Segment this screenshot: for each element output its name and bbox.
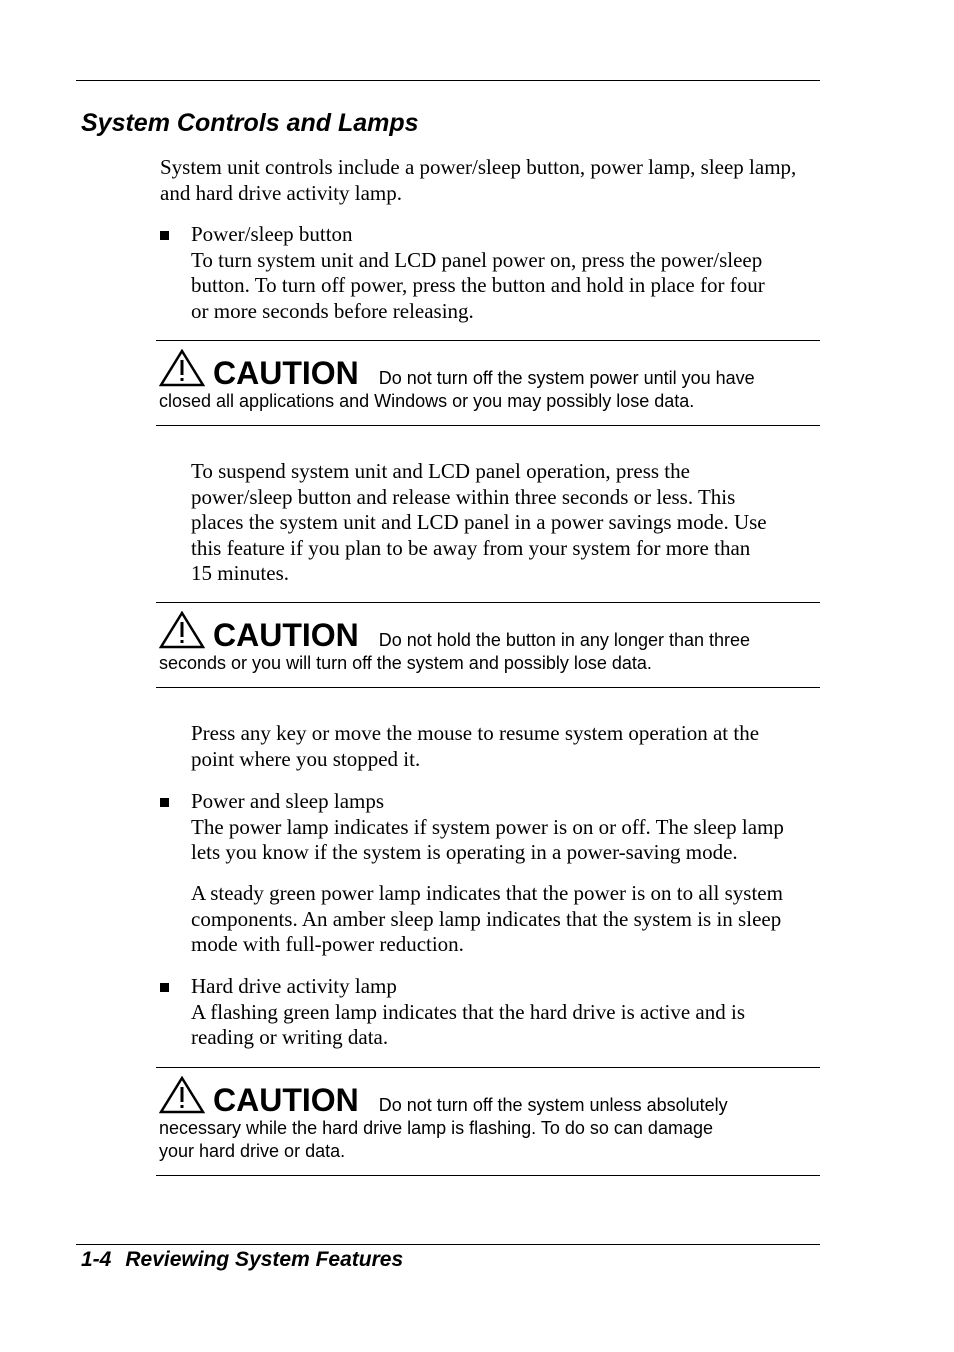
list-item-line: lets you know if the system is operating in a power-saving mode.: [191, 840, 738, 864]
caution-content: [159, 611, 809, 675]
caution-first-line: [159, 1076, 809, 1117]
intro-paragraph: [160, 155, 800, 206]
caution-text: seconds or you will turn off the system and possibly lose data.: [159, 653, 652, 673]
caution-text: Do not hold the button in any longer than three: [378, 630, 751, 650]
caution-content: [159, 1076, 809, 1163]
list-item: [191, 974, 821, 1051]
list-item: [191, 789, 831, 866]
caution-label: CAUTION: [213, 1082, 359, 1118]
paragraph-line: point where you stopped it.: [191, 746, 421, 771]
list-item-line: or more seconds before releasing.: [191, 298, 474, 323]
caution-text: Do not turn off the system unless absolutely: [378, 1095, 728, 1115]
top-rule: [76, 80, 820, 81]
list-item-line: To turn system unit and LCD panel power on, press the power/sleep: [191, 247, 763, 272]
caution-notice: [156, 1067, 820, 1176]
caution-text: necessary while the hard drive lamp is flashing. To do so can damage: [159, 1118, 713, 1138]
section-heading: System Controls and Lamps: [81, 109, 419, 137]
paragraph-line: To suspend system unit and LCD panel operation, press the: [191, 459, 690, 483]
intro-text: System unit controls include a power/sleep button, power lamp, sleep lamp, and hard drive activity lamp.: [160, 155, 797, 205]
chapter-title: Reviewing System Features: [125, 1248, 404, 1271]
list-item: [191, 222, 821, 324]
paragraph-line: A steady green power lamp indicates that the power is on to all system: [191, 881, 783, 905]
paragraph-line: this feature if you plan to be away from your system for more than: [191, 535, 751, 560]
square-bullet-icon: [160, 798, 169, 807]
paragraph-line: components. An amber sleep lamp indicates that the system is in sleep: [191, 906, 782, 931]
caution-content: [159, 349, 809, 413]
paragraph-line: Press any key or move the mouse to resume system operation at the: [191, 721, 760, 745]
caution-text: your hard drive or data.: [159, 1141, 346, 1161]
footer-rule: [76, 1244, 820, 1245]
caution-first-line: [159, 349, 809, 390]
caution-first-line: [159, 611, 809, 652]
list-item-label: Power/sleep button: [191, 222, 353, 246]
paragraph-line: mode with full-power reduction.: [191, 932, 464, 956]
caution-text: Do not turn off the system power until you have: [378, 368, 755, 388]
caution-notice: [156, 602, 820, 688]
list-item-line: reading or writing data.: [191, 1025, 389, 1049]
list-item-label: Power and sleep lamps: [191, 789, 385, 813]
paragraph-line: 15 minutes.: [191, 561, 289, 585]
list-item-label: Hard drive activity lamp: [191, 974, 397, 998]
page-number: 1-4: [81, 1248, 112, 1271]
page-footer: [81, 1246, 403, 1274]
list-item-line: button. To turn off power, press the button and hold in place for four: [191, 273, 765, 297]
caution-notice: [156, 340, 820, 426]
paragraph-line: power/sleep button and release within three seconds or less. This: [191, 484, 736, 509]
caution-label: CAUTION: [213, 355, 359, 391]
square-bullet-icon: [160, 983, 169, 992]
warning-triangle-icon: [159, 1076, 205, 1114]
lamp-paragraph: [191, 881, 831, 958]
square-bullet-icon: [160, 231, 169, 240]
warning-triangle-icon: [159, 349, 205, 387]
resume-paragraph: [191, 721, 821, 772]
caution-label: CAUTION: [213, 617, 359, 653]
suspend-paragraph: [191, 459, 821, 587]
list-item-line: The power lamp indicates if system power is on or off. The sleep lamp: [191, 814, 784, 839]
list-item-line: A flashing green lamp indicates that the hard drive is active and is: [191, 999, 745, 1024]
caution-text: closed all applications and Windows or you may possibly lose data.: [159, 391, 695, 411]
paragraph-line: places the system unit and LCD panel in a power savings mode. Use: [191, 510, 767, 534]
warning-triangle-icon: [159, 611, 205, 649]
